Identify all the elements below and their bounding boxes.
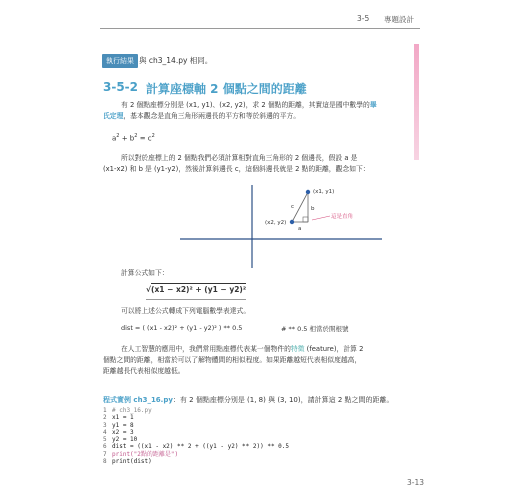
line-number: 7: [103, 450, 107, 458]
point-2: [290, 220, 294, 224]
code-line: [103, 407, 289, 414]
formula-rule: [146, 299, 246, 300]
line-number: 3: [103, 421, 107, 429]
distance-expression: dist = ( (x1 - x2)² + (y1 - y2)² ) ** 0.5: [121, 324, 243, 332]
program-label: 程式實例 ch3_16.py: [103, 396, 173, 404]
code-text: print(dist): [112, 458, 152, 466]
distance-diagram: [170, 180, 390, 270]
exec-result-tag: 執行結果: [102, 54, 138, 68]
paragraph-text: (feature)，計算 2: [304, 345, 364, 353]
formula-exponent: 2: [151, 133, 155, 139]
line-number: 6: [103, 443, 107, 451]
code-line: [103, 422, 289, 429]
paragraph-1-line-2: [103, 111, 403, 121]
line-number: 1: [103, 407, 107, 414]
b-label: b: [311, 206, 315, 212]
line-number: 4: [103, 428, 107, 436]
c-label: c: [291, 204, 295, 210]
line-number: 2: [103, 414, 107, 422]
point-1: [306, 190, 310, 194]
pythagoras-term: 畢: [369, 101, 377, 109]
point-1-label: (x1, y1): [313, 189, 335, 195]
section-title: 計算座標軸 2 個點之間的距離: [146, 82, 307, 96]
code-line: [103, 451, 289, 458]
code-line: [103, 429, 289, 436]
paragraph-text: 有 2 個點座標分別是 (x1, y1)、(x2, y2)，求 2 個點的距離，其實這是國中數學的: [121, 101, 370, 109]
annotation-leader: [312, 216, 330, 220]
code-line: [103, 443, 289, 450]
line-number: 8: [103, 458, 107, 466]
code-line: [103, 436, 289, 443]
line-number: 5: [103, 436, 107, 444]
paragraph-1-line-1: [121, 100, 421, 110]
code-listing: [103, 407, 289, 465]
code-line: [103, 414, 289, 421]
header-section-title: 專題設計: [384, 15, 414, 24]
code-text: y2 = 10: [112, 436, 138, 444]
formula-label: 計算公式如下：: [121, 269, 169, 277]
header-section-number: 3-5: [357, 14, 370, 23]
paragraph-3: 可以將上述公式轉成下列電腦數學表達式。: [121, 307, 251, 315]
pythagoras-term: 氏定理: [103, 112, 124, 120]
formula-a: a: [112, 134, 117, 143]
code-text: x2 = 3: [112, 428, 134, 436]
code-text: y1 = 8: [112, 421, 134, 429]
point-2-label: (x2, y2): [265, 220, 287, 226]
paragraph-4-line-3: 距離越長代表相似度越低。: [103, 367, 185, 375]
section-number: 3-5-2: [103, 80, 139, 94]
paragraph-4-line-1: [121, 344, 421, 354]
exec-result-text: 與 ch3_14.py 相同。: [139, 56, 213, 65]
program-description: ：有 2 個點座標分別是 (1, 8) 與 (3, 10)，請計算這 2 點之間的距離。: [172, 396, 394, 404]
radicand: (x1 − x2)² + (y1 − y2)²: [151, 285, 247, 294]
paragraph-text: 在人工智慧的應用中，我們常用點座標代表某一個物件的: [121, 345, 291, 353]
formula-c: = c: [139, 134, 152, 143]
expression-comment: # ** 0.5 相當於開根號: [281, 325, 349, 333]
page-number: 3-13: [407, 478, 425, 487]
header-rule: [100, 28, 420, 29]
code-text: # ch3_16.py: [112, 407, 152, 414]
code-line: [103, 458, 289, 465]
distance-formula: √(x1 − x2)² + (y1 − y2)²: [146, 285, 247, 294]
program-example-heading: [103, 395, 394, 405]
hypotenuse-c: [292, 192, 308, 222]
a-label: a: [298, 226, 302, 232]
right-angle-mark: [303, 217, 308, 222]
feature-term: 特徵: [290, 345, 305, 353]
pythagoras-formula: [112, 133, 155, 142]
code-text: x1 = 1: [112, 414, 134, 422]
code-text: dist = ((x1 - x2) ** 2 + ((y1 - y2) ** 2)) ** 0.5: [112, 443, 290, 451]
paragraph-text: ，基本觀念是直角三角形兩邊長的平方和等於斜邊的平方。: [123, 112, 301, 120]
formula-b: + b: [121, 134, 135, 143]
right-angle-label: 這是直角: [331, 214, 354, 220]
code-text: print("2點的距離是"): [112, 450, 179, 458]
formula-exponent: 2: [116, 133, 120, 139]
formula-exponent: 2: [134, 133, 138, 139]
paragraph-2-line-2: (x1-x2) 和 b 是 (y1-y2)，然後計算斜邊長 c，這個斜邊長就是 2 點的距離，觀念如下：: [103, 165, 370, 173]
paragraph-2-line-1: 所以對於座標上的 2 個點我們必須計算相對直角三角形的 2 個邊長，假設 a 是: [121, 154, 358, 162]
paragraph-4-line-2: 個點之間的距離，相當於可以了解物體間的相似程度。如果距離越短代表相似度越高，: [103, 356, 362, 364]
